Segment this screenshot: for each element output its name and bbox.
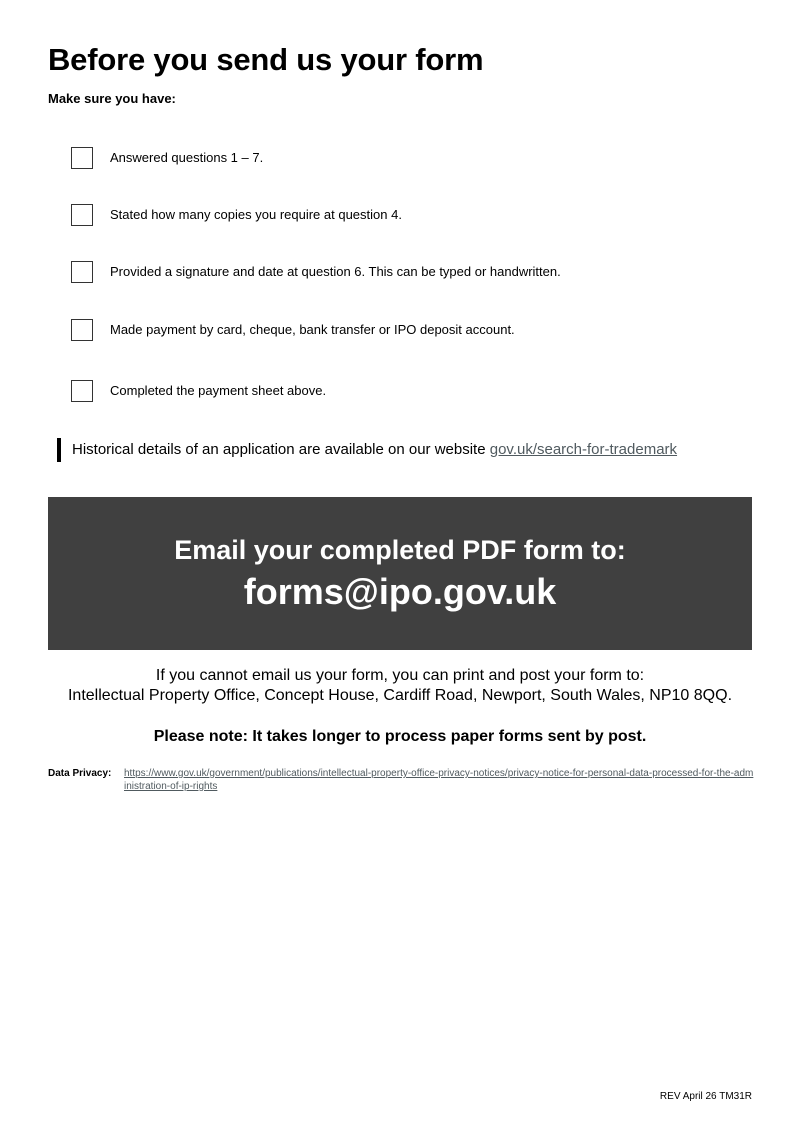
note-body: Historical details of an application are available on our website: [72, 441, 486, 458]
checkbox-copies-stated[interactable]: [71, 204, 93, 226]
data-privacy-label: Data Privacy:: [48, 768, 112, 779]
checklist-item: [71, 260, 561, 284]
checklist-item-label: Answered questions 1 – 7.: [110, 150, 264, 165]
checklist-item: [71, 318, 515, 342]
email-address-link[interactable]: forms@ipo.gov.uk: [243, 571, 557, 612]
note-marker-bar: [57, 438, 61, 462]
search-trademark-link[interactable]: gov.uk/search-for-trademark: [489, 441, 678, 458]
note-text: [72, 441, 677, 459]
form-revision-reference: REV April 26 TM31R: [659, 1091, 752, 1102]
checklist-item: [71, 379, 326, 403]
postal-instructions: [0, 666, 800, 706]
checkbox-questions-answered[interactable]: [71, 147, 93, 169]
checklist-item-label: Completed the payment sheet above.: [110, 383, 327, 398]
page-title: Before you send us your form: [48, 42, 484, 77]
checklist-item-label: Stated how many copies you require at question 4.: [110, 207, 402, 222]
postal-instruction-line: If you cannot email us your form, you can print and post your form to:: [155, 667, 645, 684]
privacy-notice-link[interactable]: https://www.gov.uk/government/publications/intellectual-property-office-privacy-notices/privacy-notice-for-personal-data-processed-for-the-administration-of-ip-rights: [124, 768, 754, 792]
checklist-item: [71, 203, 402, 227]
checkbox-payment-made[interactable]: [71, 319, 93, 341]
checkbox-signature-provided[interactable]: [71, 261, 93, 283]
postal-address: Intellectual Property Office, Concept House, Cardiff Road, Newport, South Wales, NP10 8QQ.: [67, 687, 733, 704]
historical-details-note: [57, 438, 677, 462]
paper-forms-note: Please note: It takes longer to process paper forms sent by post.: [153, 728, 647, 745]
checklist-item-label: Made payment by card, cheque, bank transfer or IPO deposit account.: [110, 322, 515, 337]
checklist-intro: Make sure you have:: [48, 91, 176, 106]
checklist-item: [71, 146, 263, 170]
checkbox-payment-sheet[interactable]: [71, 380, 93, 402]
email-panel: [48, 497, 752, 650]
email-panel-heading: Email your completed PDF form to:: [174, 535, 626, 565]
checklist-item-label: Provided a signature and date at question 6. This can be typed or handwritten.: [110, 264, 561, 279]
